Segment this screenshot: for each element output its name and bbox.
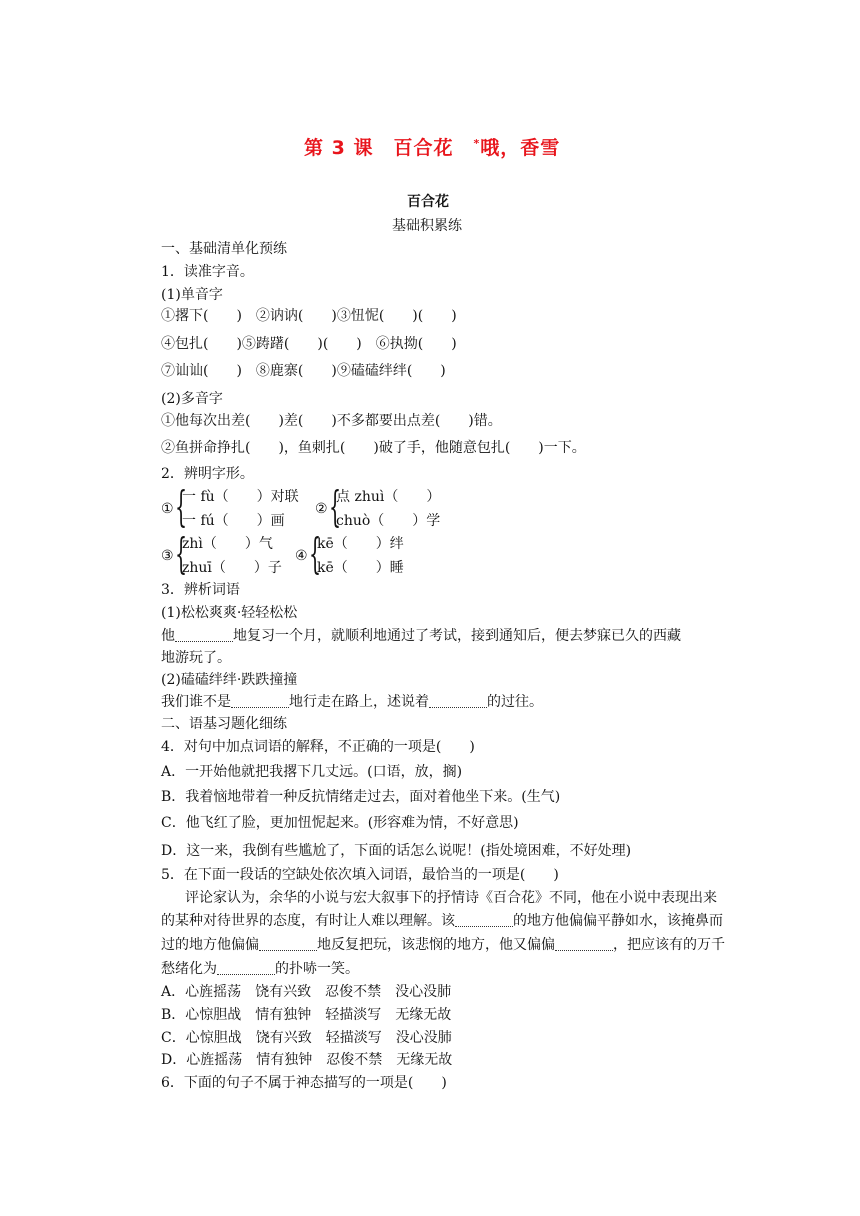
q1-part-1: (1)单音字 [161,287,223,303]
title-tail: 哦，香雪 [480,137,561,159]
q4-option-d: D．这一来，我倒有些尴尬了，下面的话怎么说呢！(指处境困难，不好处理) [161,843,632,859]
q4-option-c: C．他飞红了脸，更加忸怩起来。(形容难为情，不好意思) [161,815,519,831]
q5-option-c: C．心惊胆战 饶有兴致 轻描淡写 没心没肺 [161,1030,452,1046]
fill-blank[interactable] [555,936,613,951]
lesson-title [304,133,560,160]
q3-text-4: 地行走在路上，述说着 [289,694,429,710]
glyph-group-4-num: ④ [295,548,308,564]
question-5: 5．在下面一段话的空缺处依次填入词语，最恰当的一项是( ) [161,867,559,883]
q5-text-6: 愁绪化为 [161,961,217,977]
q1-row-4: ①他每次出差( )差( )不多都要出点差( )错。 [161,413,502,429]
section-heading-2: 二、语基习题化细练 [161,716,287,732]
q1-row-3: ⑦讪讪( ) ⑧鹿寨( )⑨磕磕绊绊( ) [161,363,446,379]
fill-blank[interactable] [231,693,289,708]
q3-part-2: (2)磕磕绊绊·跌跌撞撞 [161,672,298,688]
q4-option-b: B．我着恼地带着一种反抗情绪走过去，面对着他坐下来。(生气) [161,789,561,805]
q5-text-5: ，把应该有的万千 [613,937,725,953]
q5-passage-1: 评论家认为，余华的小说与宏大叙事下的抒情诗《百合花》不同，他在小说中表现出来 [185,890,717,906]
section-subtitle: 百合花 [407,194,449,210]
q3-text-5: 的过往。 [487,694,543,710]
q1-row-5: ②鱼拼命挣扎( )，鱼刺扎( )破了手，他随意包扎( )一下。 [161,440,586,456]
q3-text-2: 地复习一个月，就顺利地通过了考试，接到通知后，便去梦寐已久的西藏 [233,628,681,644]
glyph-group-1-num: ① [161,501,174,517]
glyph-group-1-a: 一 fù（ ）对联 [182,489,299,505]
question-6: 6．下面的句子不属于神态描写的一项是( ) [161,1075,447,1091]
glyph-group-2-b: chuò（ ）学 [336,513,441,529]
q3-sentence-1 [161,626,681,646]
q5-passage-3 [161,935,725,955]
title-main: 第 3 课 百合花 [304,137,474,159]
question-4: 4．对句中加点词语的解释，不正确的一项是( ) [161,739,475,755]
question-3: 3．辨析词语 [161,582,240,598]
q5-passage-2 [161,911,723,931]
glyph-group-4-b: kē（ ）睡 [317,560,404,576]
q1-row-1: ①撂下( ) ②讷讷( )③忸怩( )( ) [161,308,457,324]
glyph-group-3-b: zhuī（ ）子 [182,560,282,576]
glyph-group-2-a: 点 zhuì（ ） [336,489,441,505]
q5-option-b: B．心惊胆战 情有独钟 轻描淡写 无缘无故 [161,1007,452,1023]
glyph-group-2-num: ② [315,501,328,517]
q3-text-1: 他 [161,628,175,644]
glyph-group-3-a: zhì（ ）气 [182,536,273,552]
q1-row-2: ④包扎( )⑤踌躇( )( ) ⑥执拗( ) [161,336,457,352]
q5-option-a: A．心旌摇荡 饶有兴致 忍俊不禁 没心没肺 [161,984,452,1000]
title-mark: * [473,137,481,150]
q3-part-1: (1)松松爽爽·轻轻松松 [161,605,298,621]
q3-text-3: 我们谁不是 [161,694,231,710]
q5-text-2: 的地方他偏偏平静如水，该掩鼻而 [513,913,723,929]
fill-blank[interactable] [217,960,275,975]
exercise-type: 基础积累练 [392,218,462,234]
glyph-group-3-num: ③ [161,548,174,564]
q3-sentence-1-cont: 地游玩了。 [161,650,231,666]
fill-blank[interactable] [455,912,513,927]
question-1: 1．读准字音。 [161,264,254,280]
q5-text-3: 过的地方他偏偏 [161,937,259,953]
q5-option-d: D．心旌摇荡 情有独钟 忍俊不禁 无缘无故 [161,1052,453,1068]
q5-text-4: 地反复把玩，该悲悯的地方，他又偏偏 [317,937,555,953]
fill-blank[interactable] [259,936,317,951]
glyph-group-4-a: kē（ ）绊 [317,536,404,552]
q5-passage-4 [161,959,359,979]
fill-blank[interactable] [429,693,487,708]
glyph-group-1-b: 一 fú（ ）画 [182,513,285,529]
brace-2: { [329,482,342,531]
brace-3: { [175,529,188,578]
q5-text-1: 的某种对待世界的态度，有时让人难以理解。该 [161,913,455,929]
q4-option-a: A．一开始他就把我撂下几丈远。(口语，放，搁) [161,764,463,780]
section-heading-1: 一、基础清单化预练 [161,241,287,257]
q3-sentence-2 [161,692,543,712]
brace-4: { [309,529,322,578]
question-2: 2．辨明字形。 [161,466,254,482]
q1-part-2: (2)多音字 [161,391,223,407]
brace-1: { [175,482,188,531]
fill-blank[interactable] [175,627,233,642]
q5-text-7: 的扑哧一笑。 [275,961,359,977]
